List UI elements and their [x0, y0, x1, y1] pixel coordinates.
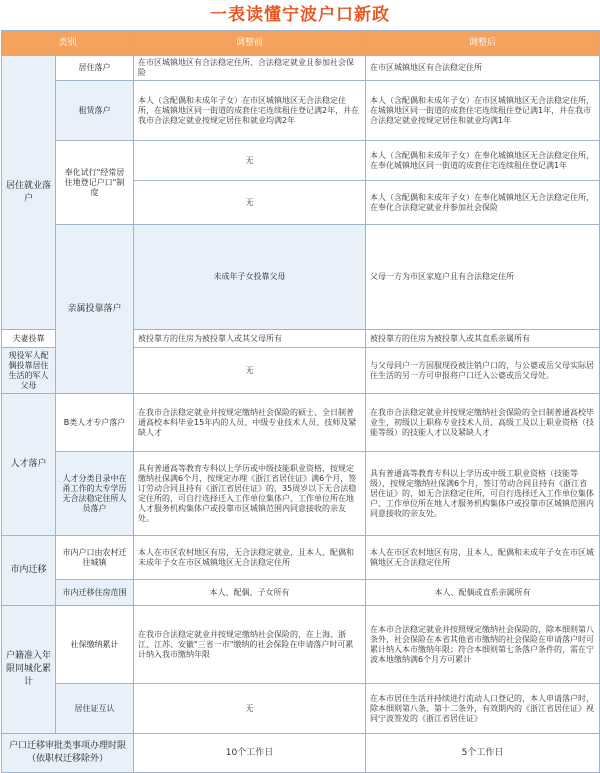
- header-category: 类别: [2, 31, 134, 56]
- approval-after: 5个工作日: [366, 734, 600, 773]
- header-after: 调整后: [366, 31, 600, 56]
- directory-after: 具有普通高等教育专科以上学历或中级工职业资格（技能等级），按规定缴纳社保满6个月，签订劳动合同且持有《浙江省居住证》的，如无合法稳定住所，可自行选择迁入工作单位集体户、工作单位所在地人才服务机构集体户或投靠市区城镇范围内同意接收的亲友处。: [366, 452, 600, 536]
- category-accumulation: 户籍准入年限同城化累计: [2, 606, 56, 734]
- sub-rental: 租赁落户: [56, 81, 134, 141]
- header-before: 调整前: [134, 31, 366, 56]
- military-after: 与父母同户一方因服现役被注销户口的，与公婆或岳父母实际居住生活的另一方可申报将户口迁入公婆或岳父母处。: [366, 348, 600, 394]
- rural-after: 本人在市区农村地区有房，且本人、配偶和未成年子女在市区城镇地区无合法稳定住所: [366, 536, 600, 580]
- table-row: [2, 225, 600, 330]
- category-talent: 人才落户: [2, 394, 56, 536]
- rural-before: 本人在市区农村地区有房，无合法稳定就业，且本人、配偶和未成年子女在市区城镇地区无合法稳定住所: [134, 536, 366, 580]
- rental-after: 本人（含配偶和未成年子女）在市区城镇地区无合法稳定住所，在城镇地区同一街道的成套住宅连续租住登记满1年，并在我市合法稳定就业按规定居住和就业均满1年: [366, 81, 600, 141]
- approval-before: 10个工作日: [134, 734, 366, 773]
- sub-residence: 居住落户: [56, 56, 134, 81]
- approval-label: 户口迁移审批类事项办理时限（依职权迁移除外）: [2, 734, 134, 773]
- residence-after: 在市区城镇地区有合法稳定住所: [366, 56, 600, 81]
- sub-minor: 未成年子女投靠父母: [134, 225, 366, 330]
- fenghua-before-2: 无: [134, 181, 366, 225]
- category-employment: 居住就业落户: [2, 56, 56, 330]
- military-before: 无: [134, 348, 366, 394]
- scope-after: 本人、配偶或直系亲属所有: [366, 580, 600, 606]
- sub-class-b: B类人才专户落户: [56, 394, 134, 452]
- table-header-row: [2, 31, 600, 56]
- sub-insurance: 社保缴纳累计: [56, 606, 134, 684]
- table-row: [2, 580, 600, 606]
- table-row: [2, 452, 600, 536]
- table-row: [2, 536, 600, 580]
- spouse-before: 被投靠方的住房为被投靠人或其父母所有: [134, 330, 366, 348]
- sub-directory: 人才分类目录中在甬工作的大专学历无合法稳定住所人员落户: [56, 452, 134, 536]
- rental-before: 本人（含配偶和未成年子女）在市区城镇地区无合法稳定住所，在城镇地区同一街道的成套住宅连续租住登记满2年，并在我市合法稳定就业按规定居住和就业均满2年: [134, 81, 366, 141]
- sub-military: 现役军人配偶投靠居住生活的军人父母: [2, 348, 56, 394]
- table-row: [2, 684, 600, 734]
- table-row: [2, 734, 600, 773]
- sub-fenghua: 奉化试行"经常居住地登记户口"制度: [56, 141, 134, 225]
- policy-table: [1, 30, 600, 773]
- sub-rural: 市内户口由农村迁往城镇: [56, 536, 134, 580]
- fenghua-after-1: 本人（含配偶和未成年子女）在奉化城镇地区无合法稳定住所，在奉化城镇地区同一街道的成套住宅连续租住登记满1年: [366, 141, 600, 181]
- class-b-before: 在我市合法稳定就业并按规定缴纳社会保险的硕士、全日制普通高校本科毕业15年内的人员、中级专业技术人员、技师及紧缺人才: [134, 394, 366, 452]
- page-title: 一表读懂宁波户口新政: [210, 5, 390, 25]
- category-relatives: 亲属投靠落户: [56, 225, 134, 394]
- permit-before: 无: [134, 684, 366, 734]
- table-row: [2, 81, 600, 141]
- minor-before: 父母一方为市区家庭户且有合法稳定住所: [366, 225, 600, 330]
- residence-before: 在市区城镇地区有合法稳定住所、合法稳定就业且参加社会保险: [134, 56, 366, 81]
- spouse-after: 被投靠方的住房为被投靠人或其直系亲属所有: [366, 330, 600, 348]
- sub-permit: 居住证互认: [56, 684, 134, 734]
- directory-before: 具有普通高等教育专科以上学历或中级技能职业资格，按规定缴纳社保满6个月，按规定办理《浙江省居住证》满6个月，签订劳动合同且持有《浙江省居住证》的，35周岁以下无合法稳定住所的，可自行选择迁入工作单位集体户、工作单位所在地人才服务机构集体户或投靠市区城镇范围内同意接收的亲友处。: [134, 452, 366, 536]
- fenghua-before-1: 无: [134, 141, 366, 181]
- category-transfer: 市内迁移: [2, 536, 56, 606]
- table-row: [2, 394, 600, 452]
- table-row: [2, 606, 600, 684]
- insurance-before: 在我市合法稳定就业并按规定缴纳社会保险的，在上海、浙江、江苏、安徽"三省一市"缴纳的社会保险在申请落户时可累计纳入我市缴纳年限: [134, 606, 366, 684]
- insurance-after: 在本市合法稳定就业并按照规定缴纳社会保险的，除本细则第八条外，社会保险在本省其他省市缴纳的社会保险在申请落户时可累计纳入本市缴纳年限；符合本细则第七条落户条件的，需在宁波本地缴纳满6个月方可累计: [366, 606, 600, 684]
- table-row: [2, 56, 600, 81]
- scope-before: 本人、配偶、子女所有: [134, 580, 366, 606]
- sub-scope: 市内迁移住房范围: [56, 580, 134, 606]
- class-b-after: 在我市合法稳定就业并按规定缴纳社会保险的全日制普通高校毕业生，初级以上职称专业技术人员、高级工及以上职业资格（技能等级）的技能人才以及紧缺人才: [366, 394, 600, 452]
- fenghua-after-2: 本人（含配偶和未成年子女）在奉化城镇地区无合法稳定住所，在奉化合法稳定就业并参加社会保险: [366, 181, 600, 225]
- table-row: [2, 141, 600, 181]
- permit-after: 在本市居住生活并持续进行流动人口登记的，本人申请落户时，除本细则第八条、第十二条外，有效期内的《浙江省居住证》视同宁波签发的《浙江省居住证》: [366, 684, 600, 734]
- sub-spouse: 夫妻投靠: [2, 330, 56, 348]
